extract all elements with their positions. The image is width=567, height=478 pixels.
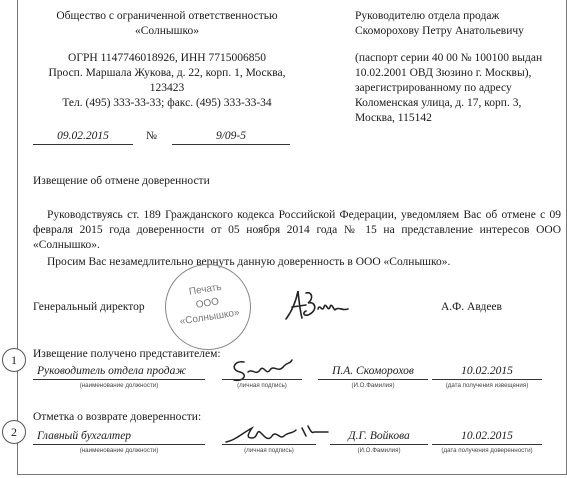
sender-address-line2: 123423 [149,82,185,94]
section-2-heading: Отметка о возврате доверенности: [33,411,202,423]
section-1-date-caption: (дата получения извещения) [445,382,529,389]
recipient-line2: Скоморохову Петру Анатольевичу [355,25,524,37]
section-2-signature [222,422,332,446]
section-2-position: Главный бухгалтер [37,430,132,442]
section-1-position-line [33,379,205,380]
section-2-date: 10.02.2015 [461,430,513,442]
stamp-line1: Печать [188,281,223,298]
recipient-line7: Москва, 115142 [355,112,432,124]
recipient-line1: Руководителю отдела продаж [355,10,500,22]
director-name: А.Ф. Авдеев [441,301,502,313]
section-1-name-caption: (И.О.Фамилия) [351,382,395,389]
section-1-name: П.А. Скоморохов [332,365,414,377]
stamp-line3: «Солнышко» [178,307,241,328]
section-1-position: Руководитель отдела продаж [37,365,187,377]
section-2-name-line [330,444,428,445]
section-2-date-line [432,444,542,445]
sender-address-line1: Просп. Маршала Жукова, д. 22, корп. 1, Москва, [48,67,286,79]
section-1-signature-line [222,379,302,380]
sender-org-line1: Общество с ограниченной ответственностью [56,10,278,22]
section-1-name-line [318,379,428,380]
section-2-marker: 2 [2,420,26,444]
section-2-name: Д.Г. Войкова [348,430,410,442]
recipient-line6: Коломенская улица, д. 17, корп. 3, [355,97,522,109]
section-2-signature-caption: (личная подпись) [244,447,294,454]
sender-ids: ОГРН 1147746018926, ИНН 7715006850 [68,52,266,64]
section-1-signature-caption: (личная подпись) [237,382,287,389]
body-paragraph-2: Просим Вас незамедлительно вернуть данную доверенность в ООО «Солнышко». [47,256,451,268]
doc-date: 09.02.2015 [33,129,133,145]
section-2-date-caption: (дата получения доверенности) [441,447,533,454]
section-2-signature-line [222,444,316,445]
sender-phones: Тел. (495) 333-33-33; факс. (495) 333-33-34 [62,97,272,109]
recipient-line5: зарегистрированному по адресу [355,82,512,94]
body-paragraph-1: Руководствуясь ст. 189 Гражданского кодекса Российской Федерации, уведомляем Вас об отмене с 09 февраля 2015 года доверенности от 05 ноября 2014 года № 15 на представление интересов ООО «Солнышко». [33,209,561,252]
section-1-date: 10.02.2015 [461,365,513,377]
document-title: Извещение об отмене доверенности [33,175,210,187]
sender-org-line2: «Солнышко» [135,25,199,37]
recipient-line3: (паспорт серии 40 00 № 100100 выдан [355,52,543,64]
section-1-heading: Извещение получено представителем: [33,348,221,360]
director-position: Генеральный директор [33,301,145,313]
section-1-date-line [432,379,542,380]
section-1-position-caption: (наименование должности) [79,382,159,389]
doc-number-sign: № [146,130,157,142]
section-1-marker: 1 [2,348,26,372]
director-signature [282,285,354,325]
doc-number: 9/09-5 [172,129,290,145]
section-2-position-caption: (наименование должности) [79,447,159,454]
section-2-name-caption: (И.О.Фамилия) [357,447,401,454]
recipient-line4: 10.02.2001 ОВД Зюзино г. Москвы), [355,67,532,79]
section-2-position-line [33,444,205,445]
stamp-line2: ООО [195,296,220,311]
